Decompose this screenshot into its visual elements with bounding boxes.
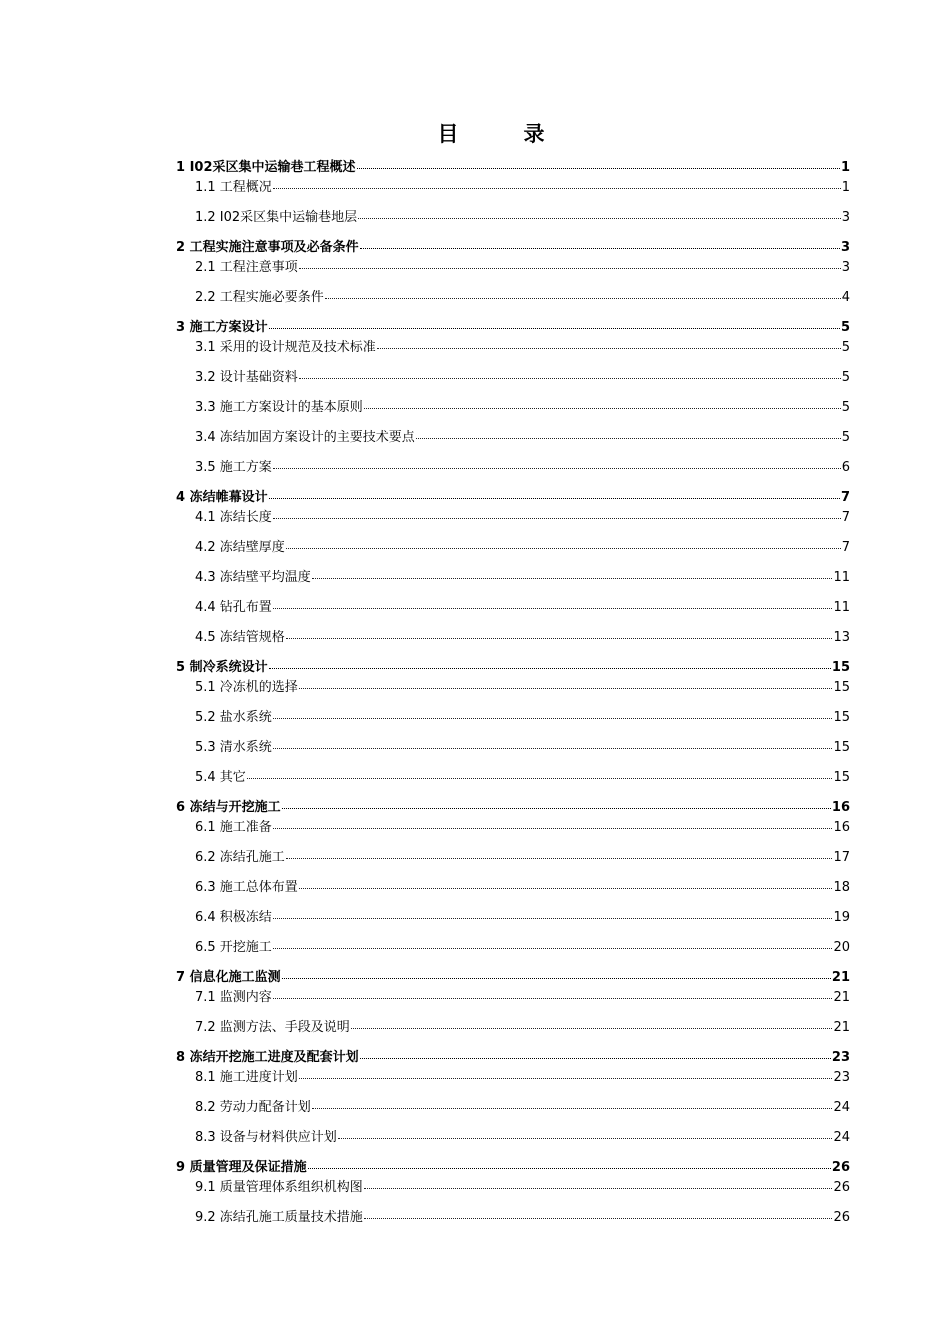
toc-dot-leader bbox=[299, 888, 833, 889]
toc-page-number: 15 bbox=[833, 770, 850, 785]
toc-section-entry[interactable] bbox=[195, 988, 850, 1008]
toc-dot-leader bbox=[286, 548, 841, 549]
toc-dot-leader bbox=[364, 1188, 833, 1189]
toc-entry-label: 5.3 清水系统 bbox=[195, 740, 272, 755]
toc-page-number: 16 bbox=[833, 820, 850, 835]
toc-entry-label: 4.1 冻结长度 bbox=[195, 510, 272, 525]
toc-entry-label: 8.3 设备与材料供应计划 bbox=[195, 1130, 337, 1145]
toc-section-entry[interactable] bbox=[195, 1018, 850, 1038]
toc-page-number: 7 bbox=[840, 490, 850, 505]
toc-section-entry[interactable] bbox=[195, 258, 850, 278]
toc-section-entry[interactable] bbox=[195, 738, 850, 758]
toc-entry-label: 1.1 工程概况 bbox=[195, 180, 272, 195]
toc-dot-leader bbox=[357, 168, 840, 169]
toc-entry-label: 2.1 工程注意事项 bbox=[195, 260, 298, 275]
toc-dot-leader bbox=[273, 718, 833, 719]
toc-page-number: 26 bbox=[831, 1160, 850, 1175]
toc-page-number: 6 bbox=[841, 460, 850, 475]
toc-dot-leader bbox=[269, 328, 840, 329]
toc-page-number: 21 bbox=[833, 990, 850, 1005]
toc-page-number: 23 bbox=[833, 1070, 850, 1085]
toc-dot-leader bbox=[269, 498, 840, 499]
toc-entry-label: 3.1 采用的设计规范及技术标准 bbox=[195, 340, 376, 355]
toc-section-entry[interactable] bbox=[195, 208, 850, 228]
toc-page-number: 18 bbox=[833, 880, 850, 895]
toc-section-entry[interactable] bbox=[195, 508, 850, 528]
toc-page-number: 11 bbox=[833, 570, 850, 585]
toc-page-number: 3 bbox=[841, 260, 850, 275]
toc-page-number: 15 bbox=[831, 660, 850, 675]
toc-dot-leader bbox=[312, 1108, 833, 1109]
toc-section-entry[interactable] bbox=[195, 848, 850, 868]
toc-entry-label: 3.5 施工方案 bbox=[195, 460, 272, 475]
toc-entry-label: 8.1 施工进度计划 bbox=[195, 1070, 298, 1085]
toc-page-number: 1 bbox=[841, 180, 850, 195]
toc-dot-leader bbox=[308, 1168, 831, 1169]
toc-entry-label: 8 冻结开挖施工进度及配套计划 bbox=[176, 1050, 359, 1065]
toc-dot-leader bbox=[273, 998, 833, 999]
toc-chapter-entry[interactable] bbox=[176, 1048, 850, 1068]
toc-page-number: 5 bbox=[841, 400, 850, 415]
toc-page-number: 21 bbox=[833, 1020, 850, 1035]
toc-section-entry[interactable] bbox=[195, 768, 850, 788]
toc-entry-label: 4.3 冻结壁平均温度 bbox=[195, 570, 311, 585]
toc-dot-leader bbox=[416, 438, 841, 439]
toc-dot-leader bbox=[312, 578, 833, 579]
toc-entry-label: 3.4 冻结加固方案设计的主要技术要点 bbox=[195, 430, 415, 445]
toc-page-number: 5 bbox=[840, 320, 850, 335]
toc-page-number: 16 bbox=[831, 800, 850, 815]
toc-section-entry[interactable] bbox=[195, 538, 850, 558]
toc-entry-label: 9.2 冻结孔施工质量技术措施 bbox=[195, 1210, 363, 1225]
toc-page-number: 23 bbox=[831, 1050, 850, 1065]
toc-entry-label: 6.5 开挖施工 bbox=[195, 940, 272, 955]
toc-dot-leader bbox=[377, 348, 841, 349]
toc-section-entry[interactable] bbox=[195, 568, 850, 588]
toc-page-number: 7 bbox=[841, 540, 850, 555]
toc-dot-leader bbox=[338, 1138, 833, 1139]
toc-entry-label: 1 I02采区集中运输巷工程概述 bbox=[176, 160, 356, 175]
toc-dot-leader bbox=[364, 408, 841, 409]
toc-section-entry[interactable] bbox=[195, 428, 850, 448]
toc-chapter-entry[interactable] bbox=[176, 238, 850, 258]
toc-page-number: 24 bbox=[833, 1130, 850, 1145]
toc-dot-leader bbox=[273, 468, 841, 469]
toc-dot-leader bbox=[273, 608, 833, 609]
toc-section-entry[interactable] bbox=[195, 598, 850, 618]
toc-page-number: 5 bbox=[841, 340, 850, 355]
toc-dot-leader bbox=[273, 518, 841, 519]
toc-chapter-entry[interactable] bbox=[176, 1158, 850, 1178]
toc-entry-label: 6.4 积极冻结 bbox=[195, 910, 272, 925]
toc-dot-leader bbox=[351, 1028, 833, 1029]
toc-page-number: 26 bbox=[833, 1210, 850, 1225]
toc-page-number: 24 bbox=[833, 1100, 850, 1115]
toc-entry-label: 2 工程实施注意事项及必备条件 bbox=[176, 240, 359, 255]
toc-entry-label: 4.4 钻孔布置 bbox=[195, 600, 272, 615]
toc-dot-leader bbox=[282, 808, 831, 809]
toc-page-number: 20 bbox=[833, 940, 850, 955]
toc-section-entry[interactable] bbox=[195, 708, 850, 728]
toc-section-entry[interactable] bbox=[195, 368, 850, 388]
toc-dot-leader bbox=[286, 858, 833, 859]
toc-section-entry[interactable] bbox=[195, 1208, 850, 1228]
toc-section-entry[interactable] bbox=[195, 1098, 850, 1118]
toc-entry-label: 3.3 施工方案设计的基本原则 bbox=[195, 400, 363, 415]
page-title: 目 录 bbox=[437, 121, 567, 146]
toc-dot-leader bbox=[273, 828, 833, 829]
toc-dot-leader bbox=[299, 1078, 833, 1079]
toc-chapter-entry[interactable] bbox=[176, 158, 850, 178]
toc-entry-label: 5 制冷系统设计 bbox=[176, 660, 268, 675]
toc-section-entry[interactable] bbox=[195, 1128, 850, 1148]
toc-entry-label: 4.2 冻结壁厚度 bbox=[195, 540, 285, 555]
toc-section-entry[interactable] bbox=[195, 458, 850, 478]
toc-page-number: 26 bbox=[833, 1180, 850, 1195]
toc-entry-label: 7.1 监测内容 bbox=[195, 990, 272, 1005]
toc-dot-leader bbox=[299, 378, 841, 379]
toc-page-number: 15 bbox=[833, 710, 850, 725]
toc-entry-label: 6.1 施工准备 bbox=[195, 820, 272, 835]
toc-section-entry[interactable] bbox=[195, 678, 850, 698]
toc-section-entry[interactable] bbox=[195, 938, 850, 958]
toc-entry-label: 1.2 I02采区集中运输巷地层 bbox=[195, 210, 358, 225]
toc-chapter-entry[interactable] bbox=[176, 488, 850, 508]
toc-entry-label: 6.3 施工总体布置 bbox=[195, 880, 298, 895]
toc-dot-leader bbox=[247, 778, 833, 779]
toc-dot-leader bbox=[273, 748, 833, 749]
toc-section-entry[interactable] bbox=[195, 288, 850, 308]
toc-page-number: 3 bbox=[841, 210, 850, 225]
toc-section-entry[interactable] bbox=[195, 878, 850, 898]
toc-entry-label: 6 冻结与开挖施工 bbox=[176, 800, 281, 815]
toc-dot-leader bbox=[299, 688, 833, 689]
toc-dot-leader bbox=[273, 918, 833, 919]
toc-page-number: 3 bbox=[840, 240, 850, 255]
toc-section-entry[interactable] bbox=[195, 908, 850, 928]
toc-entry-label: 8.2 劳动力配备计划 bbox=[195, 1100, 311, 1115]
toc-dot-leader bbox=[364, 1218, 833, 1219]
toc-page-number: 13 bbox=[833, 630, 850, 645]
toc-entry-label: 3 施工方案设计 bbox=[176, 320, 268, 335]
toc-chapter-entry[interactable] bbox=[176, 658, 850, 678]
toc-entry-label: 9 质量管理及保证措施 bbox=[176, 1160, 307, 1175]
toc-entry-label: 6.2 冻结孔施工 bbox=[195, 850, 285, 865]
toc-section-entry[interactable] bbox=[195, 628, 850, 648]
toc-dot-leader bbox=[269, 668, 831, 669]
toc-entry-label: 5.2 盐水系统 bbox=[195, 710, 272, 725]
toc-dot-leader bbox=[273, 948, 833, 949]
toc-page-number: 15 bbox=[833, 680, 850, 695]
toc-dot-leader bbox=[360, 1058, 831, 1059]
toc-page-number: 17 bbox=[833, 850, 850, 865]
toc-entry-label: 7.2 监测方法、手段及说明 bbox=[195, 1020, 350, 1035]
toc-dot-leader bbox=[360, 248, 840, 249]
toc-dot-leader bbox=[325, 298, 841, 299]
toc-page-number: 19 bbox=[833, 910, 850, 925]
toc-dot-leader bbox=[299, 268, 841, 269]
toc-dot-leader bbox=[282, 978, 831, 979]
toc-page-number: 1 bbox=[840, 160, 850, 175]
toc-chapter-entry[interactable] bbox=[176, 318, 850, 338]
toc-entry-label: 5.4 其它 bbox=[195, 770, 246, 785]
toc-dot-leader bbox=[286, 638, 833, 639]
toc-page-number: 5 bbox=[841, 430, 850, 445]
toc-chapter-entry[interactable] bbox=[176, 968, 850, 988]
toc-section-entry[interactable] bbox=[195, 398, 850, 418]
toc-section-entry[interactable] bbox=[195, 1068, 850, 1088]
toc-entry-label: 4.5 冻结管规格 bbox=[195, 630, 285, 645]
toc-chapter-entry[interactable] bbox=[176, 798, 850, 818]
toc-entry-label: 3.2 设计基础资料 bbox=[195, 370, 298, 385]
toc-entry-label: 7 信息化施工监测 bbox=[176, 970, 281, 985]
toc-page-number: 7 bbox=[841, 510, 850, 525]
toc-dot-leader bbox=[273, 188, 841, 189]
toc-page-number: 11 bbox=[833, 600, 850, 615]
toc-section-entry[interactable] bbox=[195, 178, 850, 198]
toc-section-entry[interactable] bbox=[195, 818, 850, 838]
toc-page-number: 5 bbox=[841, 370, 850, 385]
toc-dot-leader bbox=[358, 218, 841, 219]
toc-entry-label: 9.1 质量管理体系组织机构图 bbox=[195, 1180, 363, 1195]
toc-page-number: 4 bbox=[841, 290, 850, 305]
toc-section-entry[interactable] bbox=[195, 1178, 850, 1198]
toc-page-number: 15 bbox=[833, 740, 850, 755]
toc-section-entry[interactable] bbox=[195, 338, 850, 358]
toc-entry-label: 2.2 工程实施必要条件 bbox=[195, 290, 324, 305]
toc-entry-label: 4 冻结帷幕设计 bbox=[176, 490, 268, 505]
toc-page-number: 21 bbox=[831, 970, 850, 985]
toc-entry-label: 5.1 冷冻机的选择 bbox=[195, 680, 298, 695]
